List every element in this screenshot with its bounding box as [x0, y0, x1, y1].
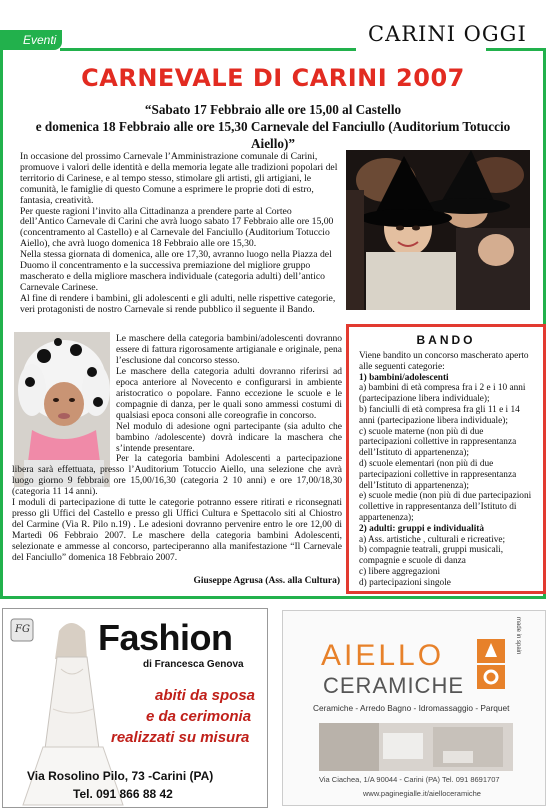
- bando-item: b) fanciulli di età compresa fra gli 11 e i 14 anni (partecipazione libera individuale);: [359, 404, 520, 426]
- fashion-brand: Fashion: [98, 617, 233, 658]
- aiello-website: www.paginegialle.it/aielloceramiche: [363, 789, 481, 798]
- masks-rules-text: [12, 334, 342, 564]
- bottom-green-rule: [0, 596, 546, 599]
- fashion-monogram: FG: [15, 624, 30, 635]
- bando-item: d) partecipazioni singole: [359, 577, 451, 588]
- masks-paragraph: Le maschere della categoria bambini/adolescenti dovranno essere di fattura rigorosamente artigianale e originale, pena l’esclusione dal concorso stesso.: [116, 334, 342, 366]
- bando-intro: Viene bandito un concorso mascherato aperto alle seguenti categorie:: [359, 351, 529, 372]
- fashion-tagline-2: e da cerimonia: [146, 708, 252, 725]
- carnival-masks-photo: [346, 150, 530, 310]
- bando-item: a) bambini di età compresa fra i 2 e i 10 anni (partecipazione libera individuale);: [359, 383, 526, 405]
- bando-item: c) libere aggregazioni: [359, 566, 441, 577]
- bando-item: e) scuole medie (non più di due partecipazioni collettive in rappresentanza dell’Istituto di appartenenza);: [359, 491, 532, 523]
- masthead-logo: CARINI OGGI: [368, 22, 527, 46]
- subtitle-line-2: e domenica 18 Febbraio alle ore 15,30 Carnevale del Fanciullo (Auditorium Totuccio Aiello)”: [35, 119, 511, 151]
- aiello-side-text: made in spain: [515, 617, 521, 655]
- fashion-address: Via Rosolino Pilo, 73 -Carini (PA): [27, 769, 214, 783]
- fashion-phone: Tel. 091 866 88 42: [73, 787, 173, 801]
- top-green-rule: [60, 48, 356, 51]
- section-label: Eventi: [23, 33, 57, 47]
- intro-paragraph: Nella stessa giornata di domenica, alle ore 17,30, avranno luogo nella Piazza del Duomo il concentramento e la successiva premiazione del migliore gruppo mascherato e della migliore maschera individuale (categoria adulti) dell’antico Carnevale Carinese.: [20, 249, 332, 293]
- top-right-green-rule: [486, 48, 546, 51]
- left-green-rule: [0, 50, 3, 598]
- aiello-brand-name: AIELLO: [321, 639, 445, 672]
- fashion-advertisement[interactable]: [2, 608, 268, 808]
- intro-paragraph: In occasione del prossimo Carnevale l’Amministrazione comunale di Carini, promuove i valori delle identità e della memoria legate alle tradizioni popolari del territorio di Carinese, e al tempo stesso, stimolare gli artisti, gli artigiani, le comunità, le famiglie di questo Comune a esprimere le proprie doti di estro, fantasia, creatività.: [20, 151, 338, 206]
- intro-paragraph: Per queste ragioni l’invito alla Cittadinanza a prendere parte al Corteo dell’Antico Carnevale di Carini che avrà luogo sabato 17 Febbraio alle ore 15,00 (concentramento al Castello) e al Carnevale del Fanciullo (Auditorium Totuccio Aiello), che avrà luogo domenica 18 Febbraio alle ore 15,30.: [20, 205, 334, 250]
- section-tab: [0, 30, 62, 50]
- aiello-brand-subtitle: CERAMICHE: [323, 673, 465, 698]
- bando-body: [359, 351, 533, 589]
- bando-title: BANDO: [416, 333, 476, 347]
- masks-paragraph: I moduli di partecipazione di tutte le categorie potranno essere ritirati e riconsegnati presso gli Uffici del Castello e presso gli Uffici Cultura e Spettacolo siti al Chiostro del Carmine (Via R. Pilo n.19) . Le adesioni dovranno pervenire entro le ore 12,00 di Martedì 06 Febbraio 2007. Le maschere della categoria bambini Adolescenti, selezionate e ammesse al concorso, parteciperanno alla manifestazione “Il Carnevale del Fanciullo” domenica 18 Febbraio 2007.: [12, 498, 342, 564]
- bando-item: b) compagnie teatrali, gruppi musicali, compagnie e scuole di danza: [359, 545, 504, 567]
- bando-box: [346, 324, 546, 594]
- aiello-address: Via Ciachea, 1/A 90044 - Carini (PA) Tel. 091 8691707: [319, 775, 500, 784]
- fashion-byline: di Francesca Genova: [143, 659, 244, 670]
- subtitle-line-1: “Sabato 17 Febbraio alle ore 15,00 al Castello: [144, 102, 402, 117]
- aiello-ceramiche-advertisement[interactable]: [282, 610, 546, 806]
- fashion-tagline-1: abiti da sposa: [155, 687, 256, 704]
- article-title: CARNEVALE DI CARINI 2007: [81, 64, 465, 92]
- aiello-products: Ceramiche - Arredo Bagno - Idromassaggio - Parquet: [313, 703, 510, 713]
- masks-paragraph: Le maschere della categoria adulti dovranno riferirsi ad epoca anteriore al Novecento e configurarsi in ambiente aristocratico o popolare. Fanno eccezione le scuole e le compagnie di danza, per le quali sono ammessi costumi di qualsiasi epoca consoni alle coreografie in concorso.: [116, 366, 342, 421]
- intro-paragraph: Al fine di rendere i bambini, gli adolescenti e gli adulti, nelle rispettive categorie, veri protagonisti de nostro Carnevale si rende pubblico il seguente il Bando.: [20, 292, 336, 315]
- intro-text: [20, 152, 338, 316]
- bando-category-title: 2) adulti: gruppi e individualità: [359, 523, 485, 534]
- masks-paragraph: Per la categoria bambini Adolescenti a partecipazione libera sarà effettuata, presso l’Auditorium Totuccio Aiello, una selezione che avrà luogo giorno 9 febbraio ore 15,00/16,30 (categoria 2 10 anni) e ore 17,00/18,30 (categoria 11 14 anni).: [12, 454, 342, 498]
- article-signature: Giuseppe Agrusa (Ass. alla Cultura): [193, 576, 340, 586]
- bando-item: c) scuole materne (non più di due partecipazioni collettive in rappresentanza dell’Istituto di appartenenza);: [359, 426, 517, 459]
- bando-item: a) Ass. artistiche , culturali e ricreative;: [359, 534, 506, 545]
- bando-item: d) scuole elementari (non più di due partecipazioni collettive in rappresentanza dell’Istituto di appartenenza);: [359, 458, 517, 491]
- bando-category-title: 1) bambini/adolescenti: [359, 372, 449, 383]
- carnival-masks-illustration: [346, 150, 530, 310]
- fashion-tagline-3: realizzati su misura: [111, 729, 250, 746]
- masks-paragraph: Nel modulo di adesione ogni partecipante (sia adulto che bambino /adolescente) dovrà indicare la maschera che s’intende presentare.: [116, 421, 342, 454]
- article-subtitle: [18, 101, 528, 152]
